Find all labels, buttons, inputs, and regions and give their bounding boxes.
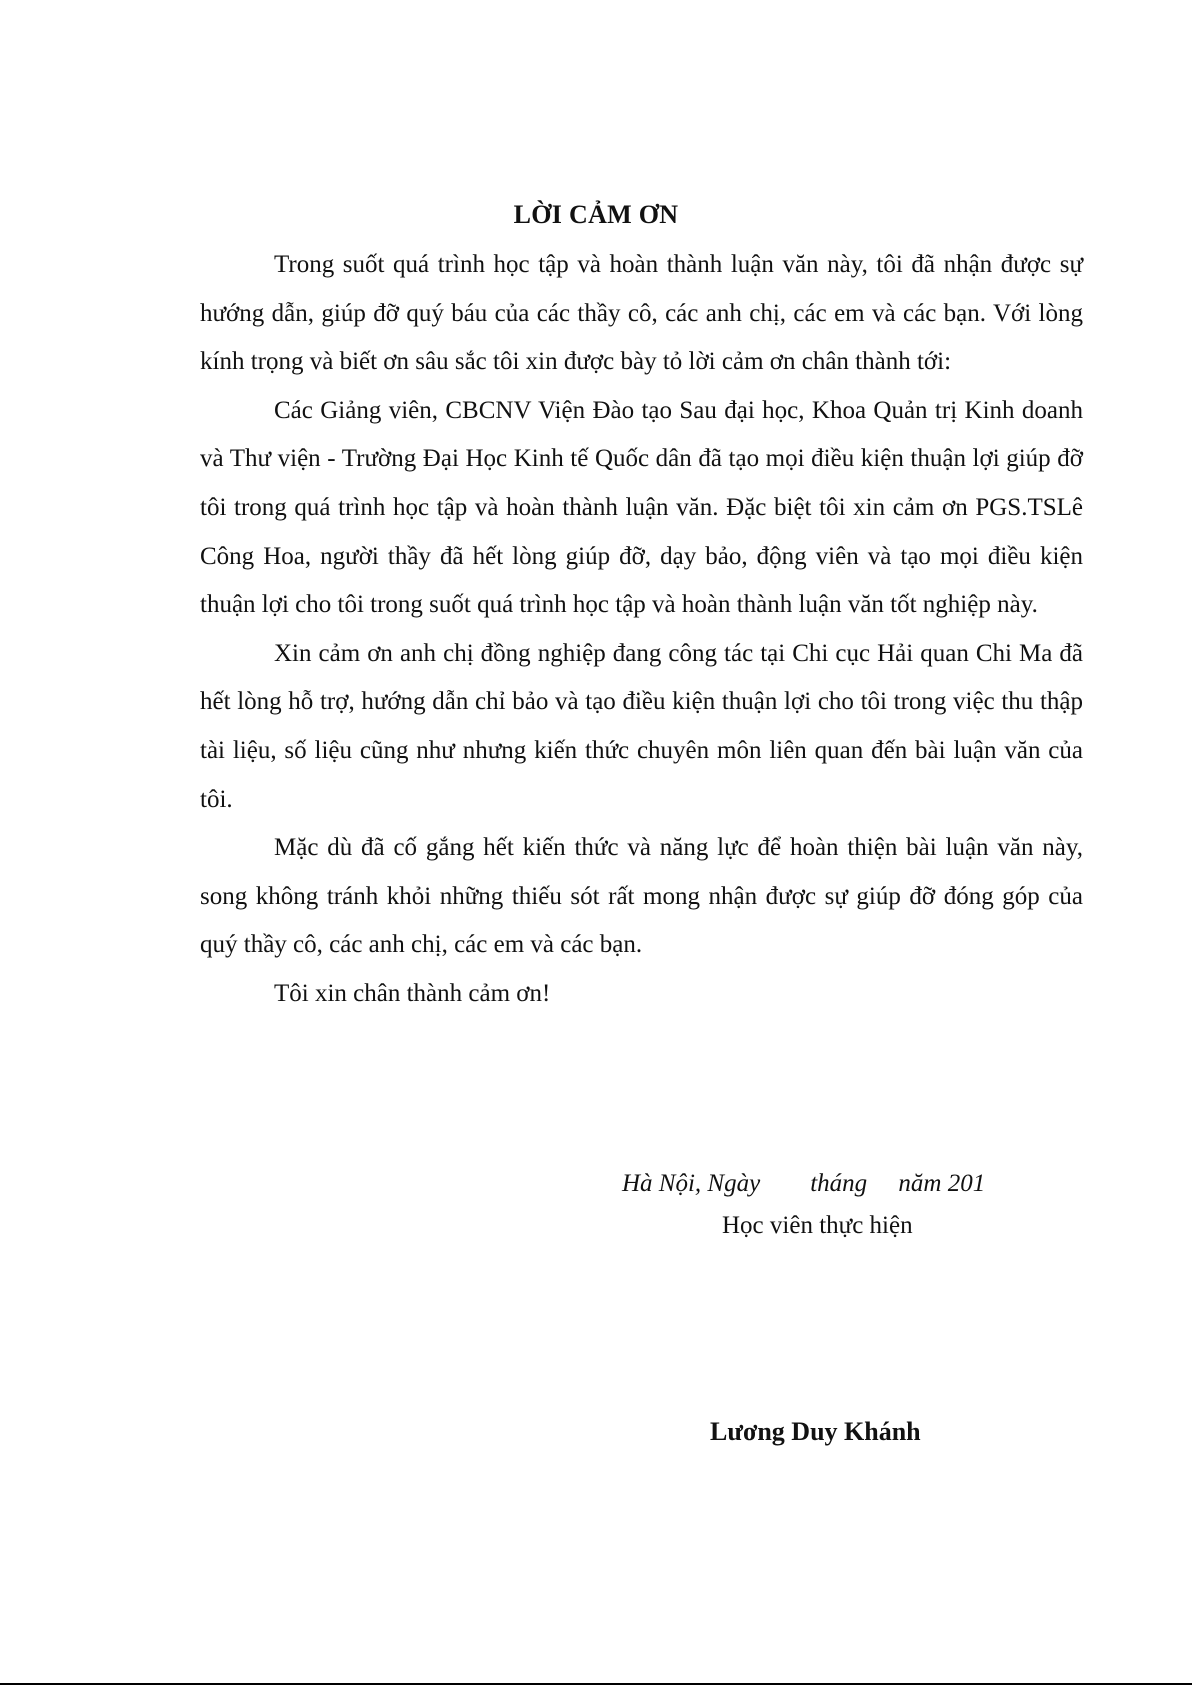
signature-date-line: Hà Nội, Ngày tháng năm 201	[622, 1170, 986, 1197]
paragraph-faculty-thanks: Các Giảng viên, CBCNV Viện Đào tạo Sau đại học, Khoa Quản trị Kinh doanh và Thư viện - Trường Đại Học Kinh tế Quốc dân đã tạo mọi điều kiện thuận lợi giúp đỡ tôi trong quá trình học tập và hoàn thành luận văn. Đặc biệt tôi xin cảm ơn PGS.TSLê Công Hoa, người thầy đã hết lòng giúp đỡ, dạy bảo, động viên và tạo mọi điều kiện thuận lợi cho tôi trong suốt quá trình học tập và hoàn thành luận văn tốt nghiệp này.	[200, 396, 1083, 619]
signature-block	[622, 1170, 1092, 1240]
paragraph-colleague-thanks: Xin cảm ơn anh chị đồng nghiệp đang công tác tại Chi cục Hải quan Chi Ma đã hết lòng hỗ trợ, hướng dẫn chỉ bảo và tạo điều kiện thuận lợi cho tôi trong việc thu thập tài liệu, số liệu cũng như nhưng kiến thức chuyên môn liên quan đến bài luận văn của tôi.	[200, 639, 1083, 813]
signer-name: Lương Duy Khánh	[710, 1417, 921, 1446]
acknowledgement-body	[200, 241, 1083, 1019]
paragraph-final-thanks: Tôi xin chân thành cảm ơn!	[274, 979, 551, 1007]
signer-role: Học viên thực hiện	[722, 1212, 913, 1239]
paragraph-intro: Trong suốt quá trình học tập và hoàn thành luận văn này, tôi đã nhận được sự hướng dẫn, giúp đỡ quý báu của các thầy cô, các anh chị, các em và các bạn. Với lòng kính trọng và biết ơn sâu sắc tôi xin được bày tỏ lời cảm ơn chân thành tới:	[200, 251, 1083, 376]
paragraph-closing-note: Mặc dù đã cố gắng hết kiến thức và năng lực để hoàn thiện bài luận văn này, song không tránh khỏi những thiếu sót rất mong nhận được sự giúp đỡ đóng góp của quý thầy cô, các anh chị, các em và các bạn.	[200, 834, 1083, 959]
page-title: LỜI CẢM ƠN	[513, 200, 679, 229]
